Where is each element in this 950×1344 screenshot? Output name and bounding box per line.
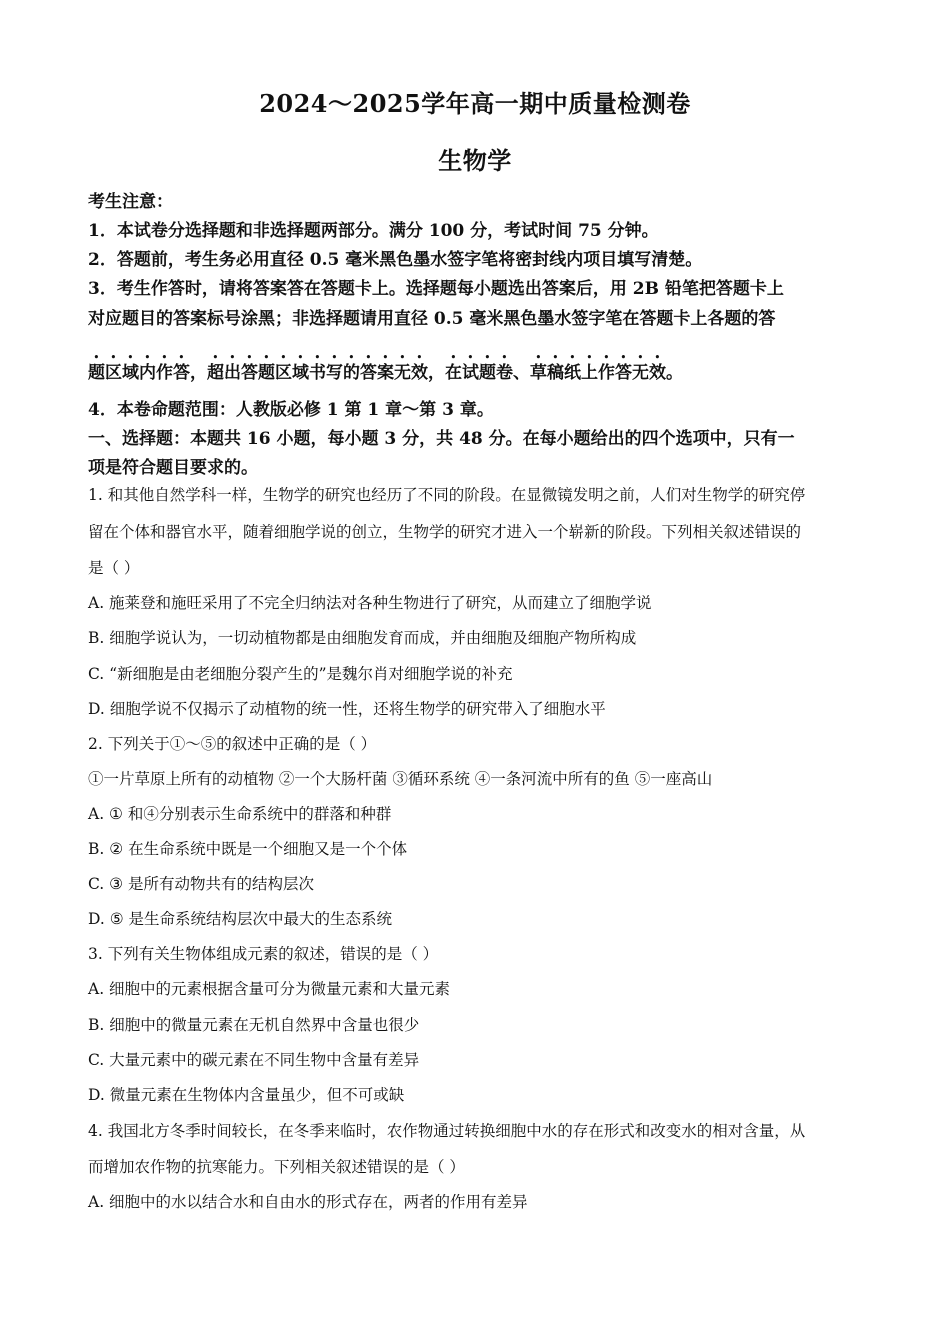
notice-item-3-line-2: 对应题目的答案标号涂黑；非选择题请用直径 0.5 毫米黑色墨水签字笔在答题卡上各题的答: [88, 309, 776, 329]
notice-heading: 考生注意：: [88, 192, 173, 212]
q2-option-c: C. ③ 是所有动物共有的结构层次: [88, 875, 314, 893]
q1-stem-line-3: 是（ ）: [88, 559, 140, 577]
q2-option-b: B. ② 在生命系统中既是一个细胞又是一个个体: [88, 840, 408, 858]
notice-item-3-line-3: [88, 353, 683, 383]
q2-stem: 2. 下列关于①～⑤的叙述中正确的是（ ）: [88, 735, 377, 753]
q2-option-d: D. ⑤ 是生命系统结构层次中最大的生态系统: [88, 910, 393, 928]
section-heading-line-2: 项是符合题目要求的。: [88, 458, 258, 478]
q4-option-a: A. 细胞中的水以结合水和自由水的形式存在，两者的作用有差异: [88, 1193, 528, 1211]
q1-option-c: C. “新细胞是由老细胞分裂产生的”是魏尔肖对细胞学说的补充: [88, 665, 513, 683]
emphasis-text: 在试题卷、草稿纸上作答无效: [445, 363, 666, 383]
q4-stem-line-2: 而增加农作物的抗寒能力。下列相关叙述错误的是（ ）: [88, 1158, 465, 1176]
notice-item-3-line-1: 3．考生作答时，请将答案答在答题卡上。选择题每小题选出答案后，用 2B 铅笔把答题卡上: [88, 279, 784, 299]
q1-option-d: D. 细胞学说不仅揭示了动植物的统一性，还将生物学的研究带入了细胞水平: [88, 700, 606, 718]
punctuation: ，: [428, 363, 445, 383]
q3-option-b: B. 细胞中的微量元素在无机自然界中含量也很少: [88, 1016, 420, 1034]
punctuation: ，: [190, 363, 207, 383]
section-heading-line-1: 一、选择题：本题共 16 小题，每小题 3 分，共 48 分。在每小题给出的四个选项中，只有一: [88, 429, 795, 449]
notice-item-1: 1．本试卷分选择题和非选择题两部分。满分 100 分，考试时间 75 分钟。: [88, 221, 659, 241]
q1-stem-line-1: 1. 和其他自然学科一样，生物学的研究也经历了不同的阶段。在显微镜发明之前，人们对生物学的研究停: [88, 486, 806, 504]
q1-stem-line-2: 留在个体和器官水平，随着细胞学说的创立，生物学的研究才进入一个崭新的阶段。下列相关叙述错误的: [88, 523, 802, 541]
emphasis-text: 题区域内作答: [88, 363, 190, 383]
emphasis-text: 超出答题区域书写的答案无效: [207, 363, 428, 383]
subject-title: 生物学: [438, 146, 512, 175]
punctuation: 。: [666, 363, 683, 383]
q3-stem: 3. 下列有关生物体组成元素的叙述，错误的是（ ）: [88, 945, 439, 963]
q2-option-a: A. ① 和④分别表示生命系统中的群落和种群: [88, 805, 392, 823]
q3-option-c: C. 大量元素中的碳元素在不同生物中含量有差异: [88, 1051, 420, 1069]
q2-items: ①一片草原上所有的动植物 ②一个大肠杆菌 ③循环系统 ④一条河流中所有的鱼 ⑤一座高山: [88, 770, 713, 788]
q1-option-b: B. 细胞学说认为，一切动植物都是由细胞发育而成，并由细胞及细胞产物所构成: [88, 629, 637, 647]
notice-item-2: 2．答题前，考生务必用直径 0.5 毫米黑色墨水签字笔将密封线内项目填写清楚。: [88, 250, 703, 270]
q3-option-d: D. 微量元素在生物体内含量虽少，但不可或缺: [88, 1086, 405, 1104]
exam-title: 2024～2025学年高一期中质量检测卷: [259, 89, 691, 118]
notice-item-4: 4．本卷命题范围：人教版必修 1 第 1 章～第 3 章。: [88, 400, 494, 420]
q4-stem-line-1: 4. 我国北方冬季时间较长，在冬季来临时，农作物通过转换细胞中水的存在形式和改变水的相对含量，从: [88, 1122, 806, 1140]
q3-option-a: A. 细胞中的元素根据含量可分为微量元素和大量元素: [88, 980, 451, 998]
q1-option-a: A. 施莱登和施旺采用了不完全归纳法对各种生物进行了研究，从而建立了细胞学说: [88, 594, 652, 612]
